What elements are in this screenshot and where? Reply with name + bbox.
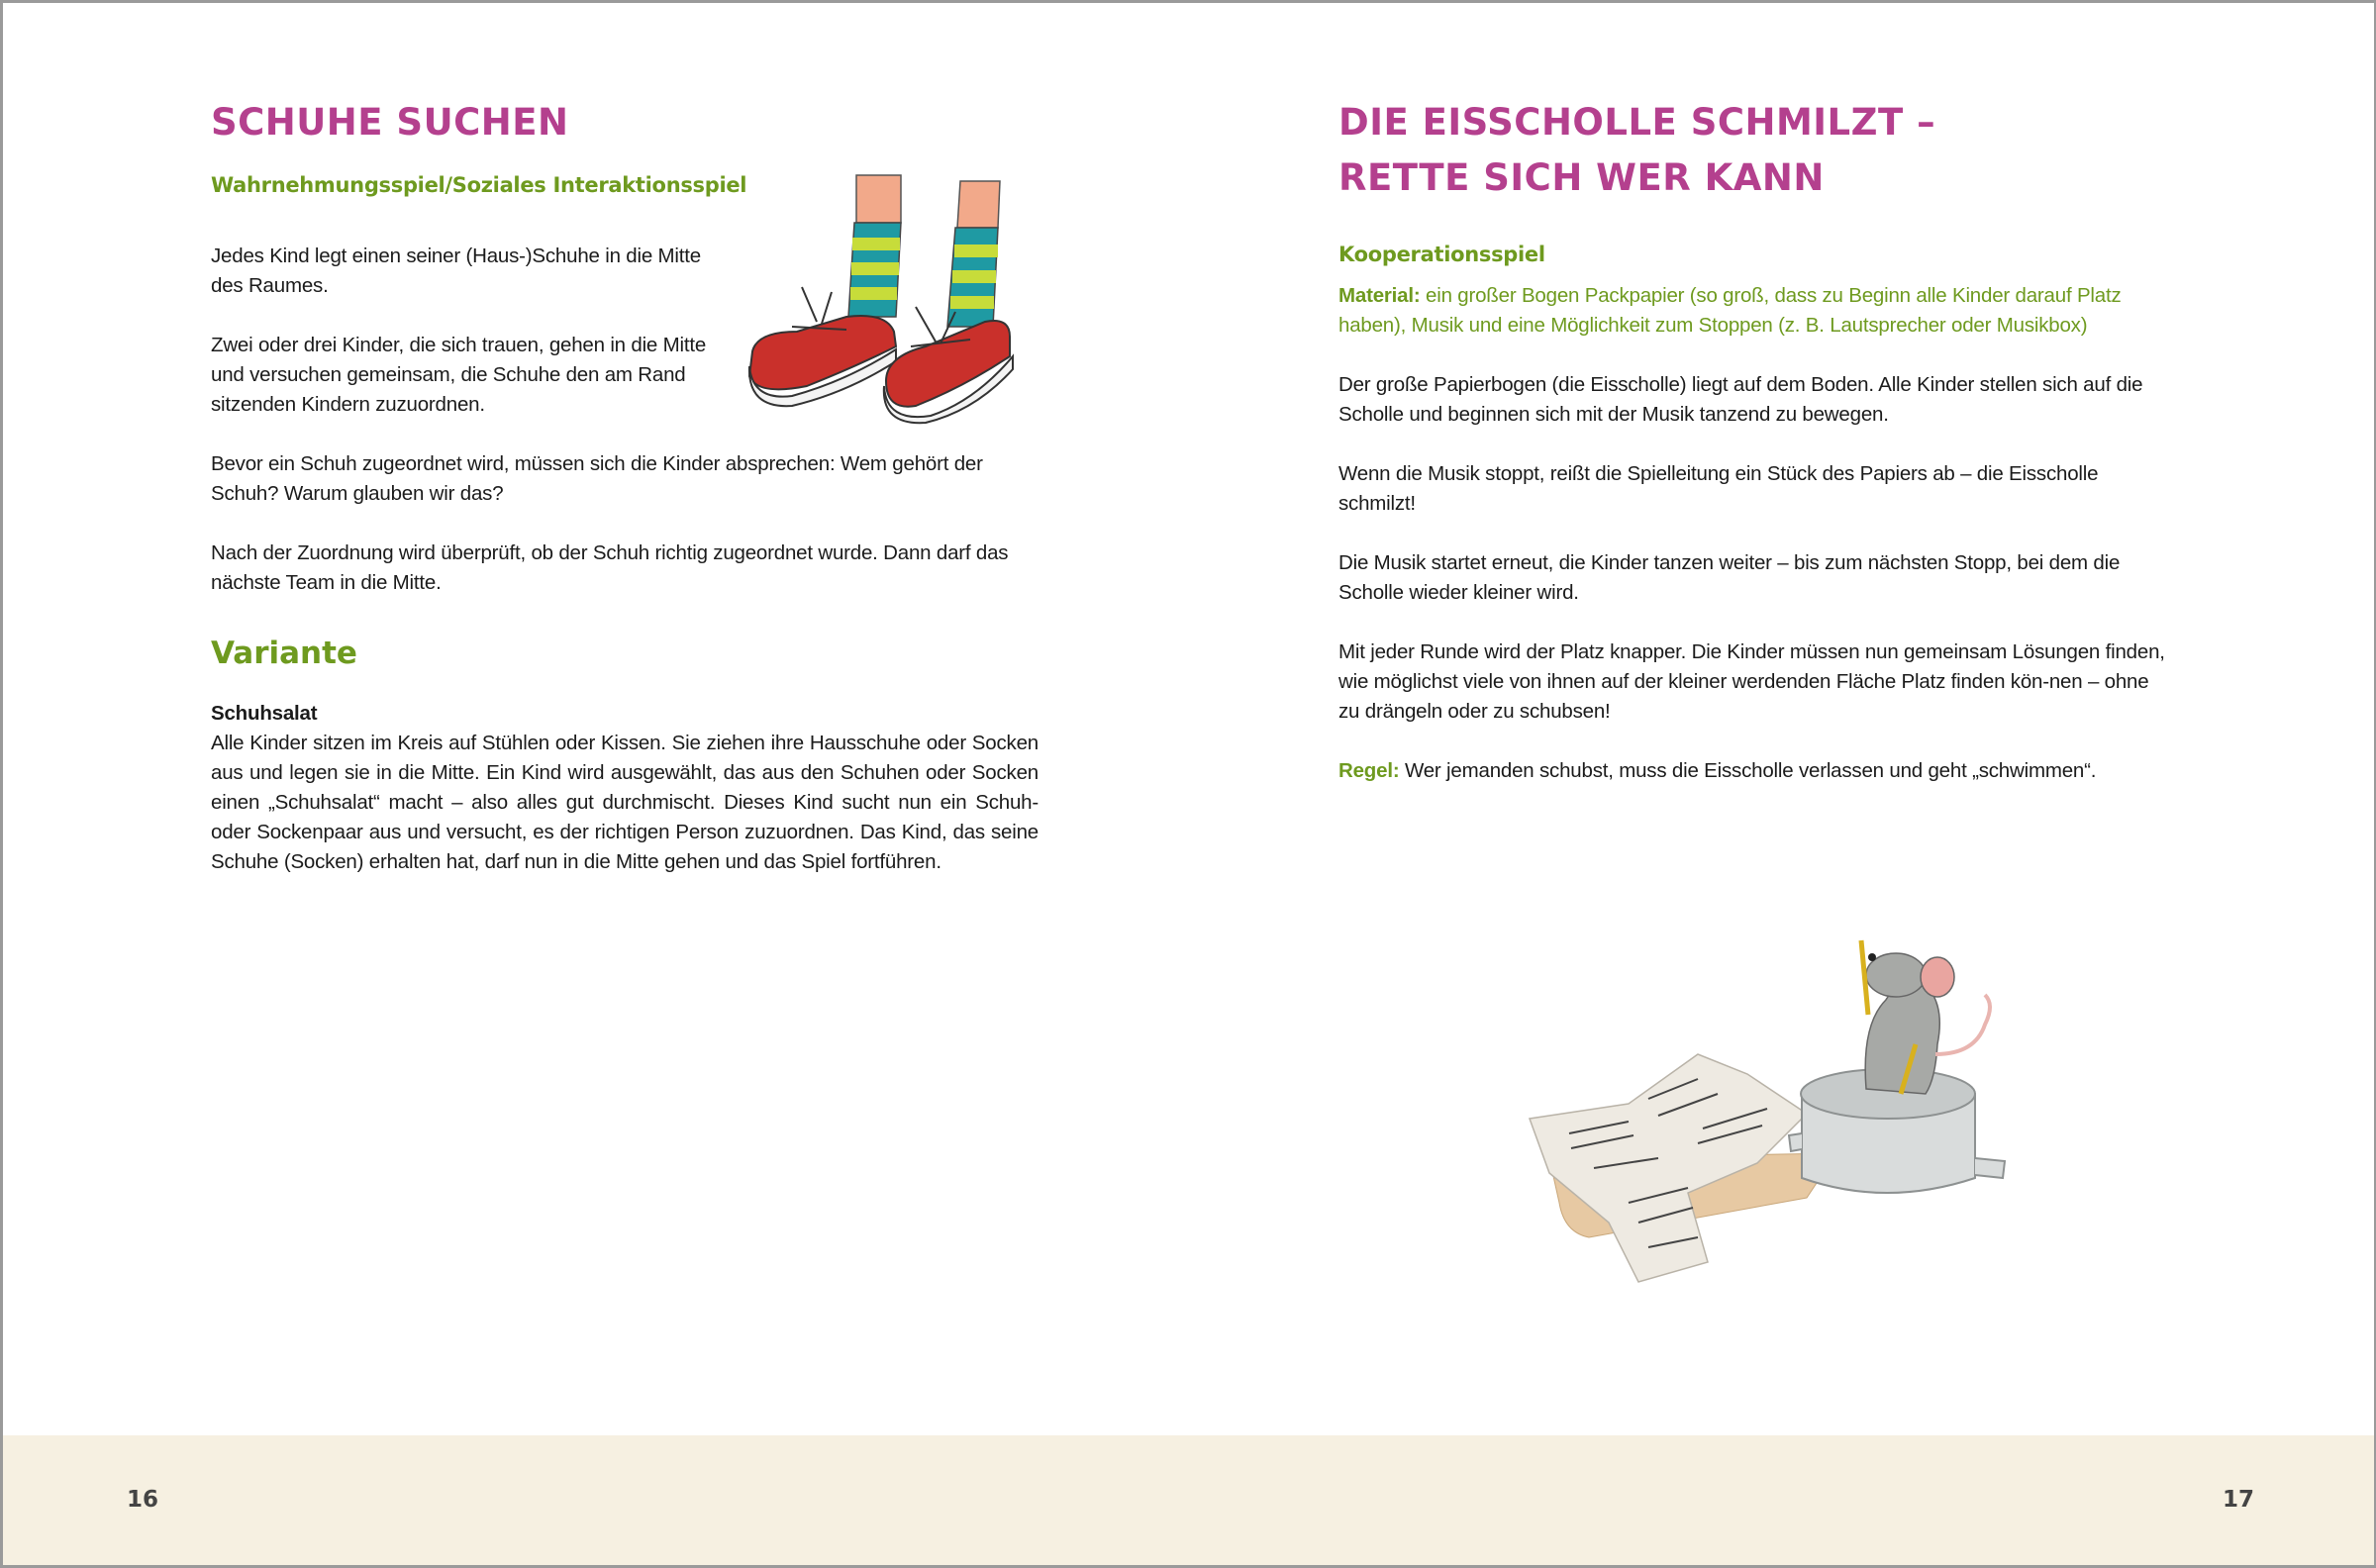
- variant-title: Schuhsalat: [211, 702, 318, 725]
- paragraph: Bevor ein Schuh zugeordnet wird, müssen sich die Kinder absprechen: Wem gehört der Schuh? Warum glauben wir das?: [211, 452, 983, 505]
- right-page-title: [1338, 95, 2166, 206]
- mouse-pot-illustration: [1510, 906, 2034, 1292]
- paragraph: Jedes Kind legt einen seiner (Haus-)Schuhe in die Mitte des Raumes.: [211, 245, 701, 297]
- right-page-subtitle: Kooperationsspiel: [1338, 243, 1545, 266]
- sneakers-illustration: [738, 163, 1025, 426]
- variant-heading: Variante: [211, 636, 357, 671]
- mouse-character: [1861, 940, 1990, 1094]
- paragraph: Der große Papierbogen (die Eisscholle) liegt auf dem Boden. Alle Kinder stellen sich auf die Scholle und beginnen sich mit der Musik tanzend zu bewegen.: [1338, 373, 2143, 426]
- footer-band: [3, 1435, 2374, 1565]
- rule-paragraph: [1338, 756, 2166, 786]
- material-label: Material:: [1338, 284, 1421, 307]
- paragraph: Mit jeder Runde wird der Platz knapper. Die Kinder müssen nun gemeinsam Lösungen finden, wie möglichst viele von ihnen auf der kleiner werdenden Fläche Platz finden kön-nen – ohne zu drängeln oder zu schubsen!: [1338, 640, 2165, 723]
- paragraph: Nach der Zuordnung wird überprüft, ob der Schuh richtig zugeordnet wurde. Dann darf das nächste Team in die Mitte.: [211, 541, 1009, 594]
- right-page: [1338, 95, 2166, 816]
- left-leg: [848, 175, 901, 317]
- title-line-2: RETTE SICH WER KANN: [1338, 156, 1825, 199]
- variant-text: Alle Kinder sitzen im Kreis auf Stühlen oder Kissen. Sie ziehen ihre Hausschuhe oder Socken aus und legen sie in die Mitte. Ein Kind wird ausgewählt, das aus den Schuhen oder Socken einen „Schuhsalat“ macht – also alles gut durchmischt. Dieses Kind sucht nun ein Schuh- oder Sockenpaar aus und versucht, es der richtigen Person zuzuordnen. Das Kind, das seine Schuhe (Socken) erhalten hat, darf nun in die Mitte gehen und das Spiel fortführen.: [211, 732, 1039, 873]
- title-line-1: DIE EISSCHOLLE SCHMILZT –: [1338, 101, 1936, 144]
- rule-text: Wer jemanden schubst, muss die Eisscholle verlassen und geht „schwimmen“.: [1404, 759, 2097, 782]
- paragraph: Die Musik startet erneut, die Kinder tanzen weiter – bis zum nächsten Stopp, bei dem die Scholle wieder kleiner wird.: [1338, 551, 2121, 604]
- left-page-subtitle: Wahrnehmungsspiel/Soziales Interaktionsspiel: [211, 173, 747, 197]
- left-page-title: SCHUHE SUCHEN: [211, 101, 569, 144]
- newspaper-ice-floe: [1530, 1054, 1836, 1282]
- page-number-left: 16: [127, 1487, 159, 1513]
- page-number-right: 17: [2223, 1487, 2255, 1513]
- right-leg: [947, 181, 1000, 327]
- material-text: ein großer Bogen Packpapier (so groß, dass zu Beginn alle Kinder darauf Platz haben), Musik und eine Möglichkeit zum Stoppen (z. B. Lautsprecher oder Musikbox): [1338, 284, 2122, 337]
- paragraph: Zwei oder drei Kinder, die sich trauen, gehen in die Mitte und versuchen gemeinsam, die Schuhe den am Rand sitzenden Kindern zuzuordnen.: [211, 334, 707, 416]
- paragraph: Wenn die Musik stoppt, reißt die Spielleitung ein Stück des Papiers ab – die Eisscholle schmilzt!: [1338, 462, 2099, 515]
- material-paragraph: [1338, 281, 2166, 341]
- rule-label: Regel:: [1338, 759, 1400, 782]
